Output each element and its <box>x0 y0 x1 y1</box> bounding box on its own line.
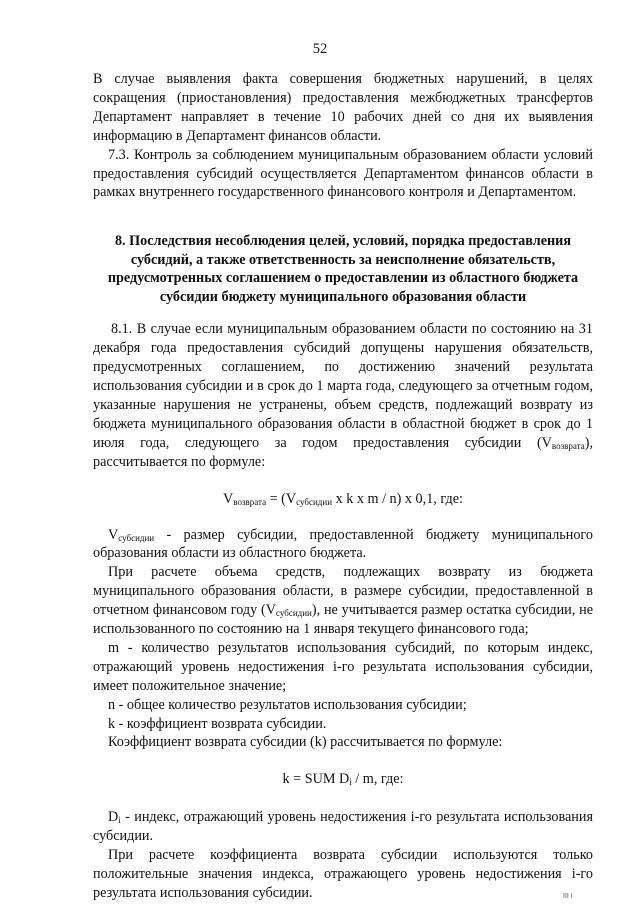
def-v-sub: субсидии <box>118 532 155 543</box>
def-v-text: - размер субсидии, предоставленной бюджету муниципального образования области из областного бюджета. <box>93 526 593 562</box>
p81-text-end: ), рассчитывается по формуле: <box>93 434 593 470</box>
formula1-inner-sub: субсидии <box>296 496 333 507</box>
formula1-v-sub: возврата <box>233 496 267 507</box>
formula1-rest: x k x m / n) x 0,1, где: <box>332 490 463 507</box>
calc-text-start: При расчете объема средств, подлежащих возврату из бюджета муниципального образования области, в размере субсидии, предоставленной в отчетном финансовом году (V <box>93 564 593 619</box>
paragraph-budget-violations: В случае выявления факта совершения бюджетных нарушений, в целях сокращения (приостановления) предоставления межбюджетных трансфертов Департамент направляет в течение 10 рабочих дней со дня их выявления информацию в Департамент финансов области. <box>93 71 593 144</box>
definition-m: m - количество результатов использования субсидий, по которым индекс, отражающий уровень недостижения i-го результата использования субсидии, имеет положительное значение; <box>93 639 593 694</box>
paragraph-7-3: 7.3. Контроль за соблюдением муниципальным образованием области условий предоставления субсидий осуществляется Департаментом финансов области в рамках внутреннего государственного финансового контроля и Департаментом. <box>93 146 593 201</box>
formula1-v: V <box>223 490 234 507</box>
definition-d <box>93 808 593 846</box>
calc-sub: субсидии <box>276 608 312 619</box>
def-d-sub: i <box>118 815 121 826</box>
formula2-sub: i <box>349 777 352 788</box>
def-d-letter: D <box>108 809 119 826</box>
calc-text-end: ), не учитывается размер остатка субсидии, не использованного по состоянию на 1 января текущего финансового года; <box>93 602 593 638</box>
definition-k: k - коэффициент возврата субсидии. <box>108 715 327 732</box>
formula2-end: / m, где: <box>351 771 404 788</box>
definition-n: n - общее количество результатов использования субсидии; <box>108 696 467 713</box>
def-d-text: - индекс, отражающий уровень недостижения i-го результата использования субсидии. <box>93 809 593 845</box>
formula-return-volume <box>93 490 593 509</box>
def-v-letter: V <box>108 526 119 543</box>
document-body <box>93 70 593 903</box>
k-formula-intro: Коэффициент возврата субсидии (k) рассчитывается по формуле: <box>108 734 503 751</box>
p81-subscript: возврата <box>551 440 585 451</box>
formula2-start: k = SUM D <box>282 771 350 788</box>
p81-text-start: 8.1. В случае если муниципальным образованием области по состоянию на 31 декабря года предоставления субсидий допущены нарушения обязательств, предусмотренных соглашением, по достижению значений результата использования субсидии и в срок до 1 марта года, следующего за отчетным годом, указанные нарушения не устранены, объем средств, подлежащий возврату из бюджета муниципального образования области в областной бюджет в срок до 1 июля года, следующего за годом предоставления субсидии (V <box>93 321 593 451</box>
paragraph-positive-values: При расчете коэффициента возврата субсидии используются только положительные значения индекса, отражающего уровень недостижения i-го результата использования субсидии. <box>93 847 593 901</box>
definition-v-subsidy <box>93 526 593 564</box>
section-heading: 8. Последствия несоблюдения целей, условий, порядка предоставления субсидий, а также ответственность за неисполнение обязательств, предусмотренных соглашением о предоставлении из областного бюджета субсидии бюджету муниципального образования области <box>107 233 579 305</box>
footer-mark: III I <box>563 893 573 900</box>
page-number: 52 <box>312 41 328 57</box>
paragraph-8-1 <box>93 320 593 471</box>
formula-k <box>93 770 593 789</box>
paragraph-calculation <box>93 563 593 639</box>
formula1-mid: = (V <box>266 490 297 507</box>
